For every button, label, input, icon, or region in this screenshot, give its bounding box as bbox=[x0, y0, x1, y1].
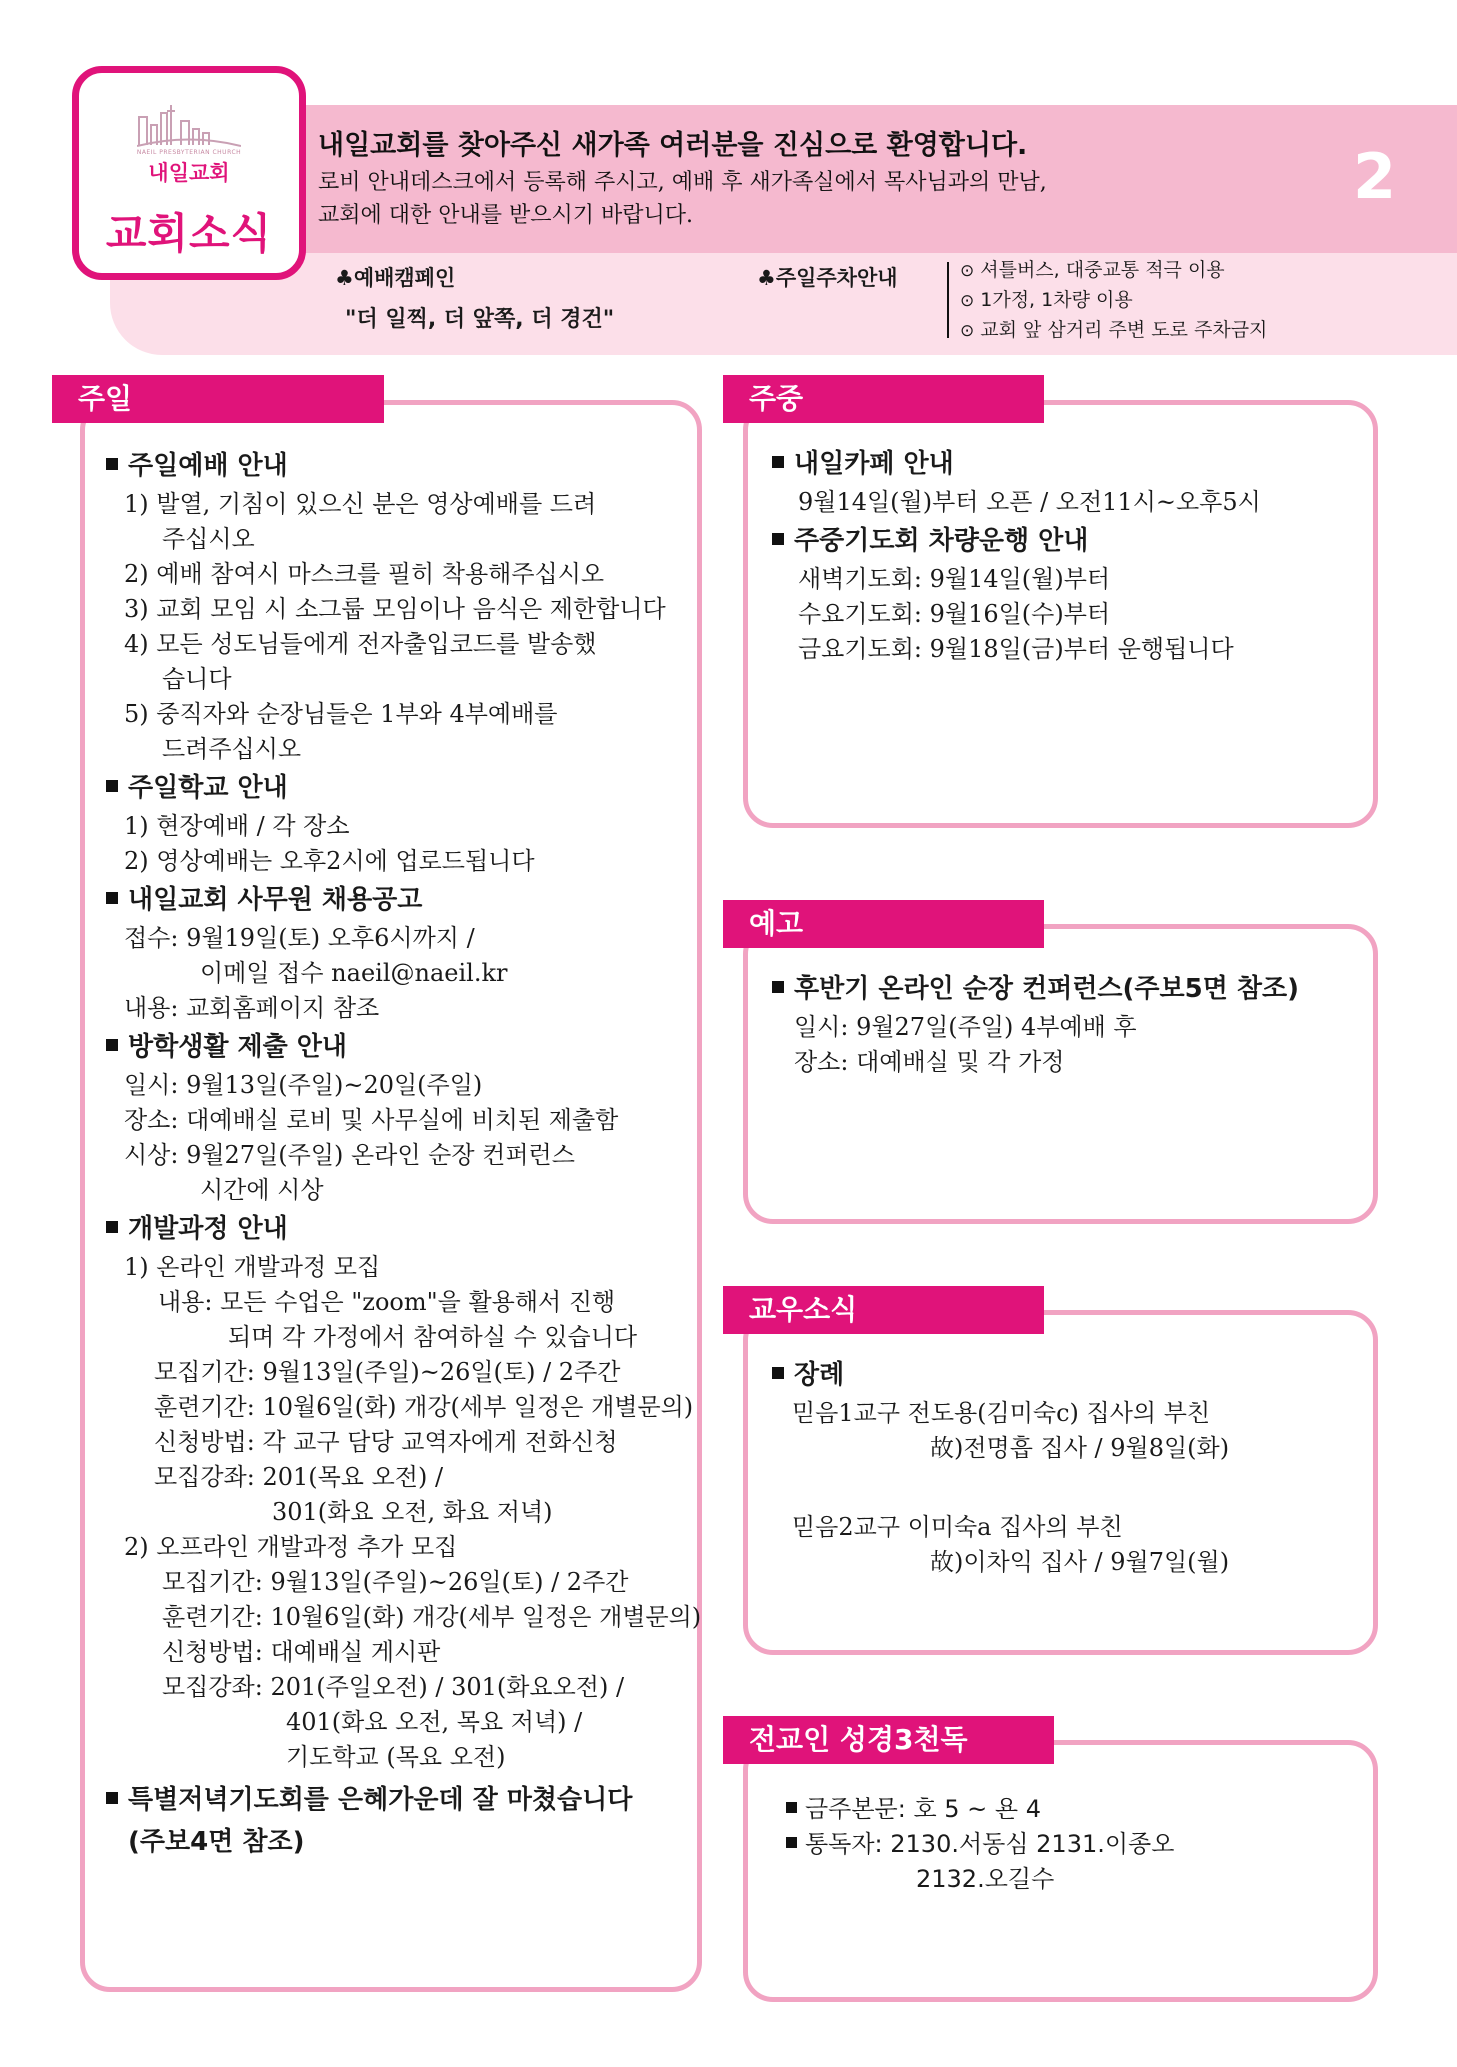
list-item: 접수: 9월19일(토) 오후6시까지 / bbox=[124, 924, 475, 952]
list-item: 4) 모든 성도님들에게 전자출입코드를 발송했 bbox=[124, 630, 597, 658]
list-item: 일시: 9월27일(주일) 4부예배 후 bbox=[794, 1013, 1137, 1041]
parking-title: ♣주일주차안내 bbox=[757, 266, 898, 290]
list-item: 3) 교회 모임 시 소그룹 모임이나 음식은 제한합니다 bbox=[124, 595, 666, 623]
list-item: 1) 발열, 기침이 있으신 분은 영상예배를 드려 bbox=[124, 490, 597, 518]
bullet-square-icon bbox=[106, 1221, 118, 1233]
bullet-square-icon bbox=[786, 1837, 797, 1848]
prayer-bus-heading: 주중기도회 차량운행 안내 bbox=[772, 520, 1261, 562]
list-item: 믿음1교구 전도용(김미숙c) 집사의 부친 bbox=[792, 1399, 1211, 1427]
bible-reading-passage: 금주본문: 호 5 ~ 욘 4 bbox=[786, 1792, 1174, 1827]
bullet-square-icon bbox=[106, 1039, 118, 1051]
list-item: 되며 각 가정에서 참여하실 수 있습니다 bbox=[228, 1323, 638, 1351]
notice-section-tab: 예고 bbox=[723, 900, 1044, 948]
list-item: 신청방법: 각 교구 담당 교역자에게 전화신청 bbox=[154, 1428, 618, 1456]
notice-content bbox=[772, 968, 1299, 1080]
list-item: 수요기도회: 9월16일(수)부터 bbox=[798, 600, 1111, 628]
sunday-school-heading: 주일학교 안내 bbox=[106, 767, 701, 809]
list-item: 5) 중직자와 순장님들은 1부와 4부예배를 bbox=[124, 700, 558, 728]
list-item: 일시: 9월13일(주일)~20일(주일) bbox=[124, 1071, 483, 1099]
parking-item: ⊙ 1가정, 1차량 이용 bbox=[960, 289, 1133, 311]
logo-english-name: NAEIL PRESBYTERIAN CHURCH bbox=[136, 149, 242, 156]
parking-item: ⊙ 셔틀버스, 대중교통 적극 이용 bbox=[960, 259, 1225, 281]
bullet-square-icon bbox=[772, 981, 784, 993]
list-item: 2) 예배 참여시 마스크를 필히 착용해주십시오 bbox=[124, 560, 605, 588]
list-item: 모집강좌: 201(목요 오전) / bbox=[154, 1463, 444, 1491]
list-item: 기도학교 (목요 오전) bbox=[286, 1743, 506, 1771]
section-title: 교회소식 bbox=[105, 209, 273, 258]
bullet-square-icon bbox=[106, 458, 118, 470]
list-item: 2) 오프라인 개발과정 추가 모집 bbox=[124, 1533, 458, 1561]
sunday-section-tab: 주일 bbox=[52, 375, 384, 423]
welcome-line-3: 교회에 대한 안내를 받으시기 바랍니다. bbox=[318, 203, 693, 228]
sunday-worship-heading: 주일예배 안내 bbox=[106, 445, 701, 487]
list-item: 이메일 접수 naeil@naeil.kr bbox=[200, 959, 508, 987]
list-item: 故)전명흡 집사 / 9월8일(화) bbox=[930, 1434, 1230, 1462]
campaign-title: ♣예배캠페인 bbox=[335, 266, 456, 290]
list-item: 1) 온라인 개발과정 모집 bbox=[124, 1253, 381, 1281]
bullet-square-icon bbox=[786, 1802, 797, 1813]
bible-readers-continued: 2132.오길수 bbox=[916, 1865, 1055, 1893]
logo-korean-name: 내일교회 bbox=[148, 161, 230, 185]
bullet-square-icon bbox=[772, 1367, 784, 1379]
list-item: 2) 영상예배는 오후2시에 업로드됩니다 bbox=[124, 847, 535, 875]
conference-heading: 후반기 온라인 순장 컨퍼런스(주보5면 참조) bbox=[772, 968, 1299, 1010]
prayer-meeting-heading: 특별저녁기도회를 은혜가운데 잘 마쳤습니다 bbox=[106, 1779, 701, 1821]
list-item: 내용: 모든 수업은 "zoom"을 활용해서 진행 bbox=[158, 1288, 616, 1316]
weekday-content bbox=[772, 443, 1261, 667]
parking-item: ⊙ 교회 앞 삼거리 주변 도로 주차금지 bbox=[960, 319, 1268, 341]
bible-content bbox=[786, 1792, 1174, 1897]
list-item: 신청방법: 대예배실 게시판 bbox=[162, 1638, 441, 1666]
list-item: 모집기간: 9월13일(주일)~26일(토) / 2주간 bbox=[154, 1358, 621, 1386]
spacer bbox=[772, 1466, 1229, 1510]
parking-divider bbox=[947, 262, 949, 338]
list-item: 시상: 9월27일(주일) 온라인 순장 컨퍼런스 bbox=[124, 1141, 575, 1169]
list-item: 장소: 대예배실 로비 및 사무실에 비치된 제출함 bbox=[124, 1106, 619, 1134]
dev-course-heading: 개발과정 안내 bbox=[106, 1208, 701, 1250]
list-item: 주십시오 bbox=[162, 525, 255, 553]
list-item: 모집기간: 9월13일(주일)~26일(토) / 2주간 bbox=[162, 1568, 629, 1596]
members-section-tab: 교우소식 bbox=[723, 1286, 1044, 1334]
list-item: 믿음2교구 이미숙a 집사의 부친 bbox=[792, 1513, 1123, 1541]
campaign-text: "더 일찍, 더 앞쪽, 더 경건" bbox=[345, 307, 615, 332]
bullet-square-icon bbox=[106, 780, 118, 792]
list-item: 금요기도회: 9월18일(금)부터 운행됩니다 bbox=[798, 635, 1234, 663]
list-item: 모집강좌: 201(주일오전) / 301(화요오전) / bbox=[162, 1673, 625, 1701]
list-item: 드려주십시오 bbox=[162, 735, 302, 763]
list-item: 습니다 bbox=[162, 665, 232, 693]
members-content bbox=[772, 1354, 1229, 1580]
cafe-heading: 내일카페 안내 bbox=[772, 443, 1261, 485]
weekday-section-tab: 주중 bbox=[723, 375, 1044, 423]
sunday-content bbox=[106, 445, 701, 1863]
prayer-meeting-reference: (주보4면 참조) bbox=[128, 1827, 305, 1857]
bible-section-tab: 전교인 성경3천독 bbox=[723, 1716, 1054, 1764]
parking-marker-icon: ⊙ bbox=[960, 291, 975, 311]
list-item: 장소: 대예배실 및 각 가정 bbox=[794, 1048, 1065, 1076]
parking-list bbox=[960, 256, 1267, 346]
welcome-line-1: 내일교회를 찾아주신 새가족 여러분을 진심으로 환영합니다. bbox=[318, 130, 1028, 161]
bullet-square-icon bbox=[106, 892, 118, 904]
list-item: 훈련기간: 10월6일(화) 개강(세부 일정은 개별문의) bbox=[154, 1393, 694, 1421]
list-item: 1) 현장예배 / 각 장소 bbox=[124, 812, 350, 840]
parking-marker-icon: ⊙ bbox=[960, 261, 975, 281]
church-skyline-icon bbox=[137, 103, 241, 147]
bullet-square-icon bbox=[772, 533, 784, 545]
list-item: 훈련기간: 10월6일(화) 개강(세부 일정은 개별문의) bbox=[162, 1603, 702, 1631]
bullet-square-icon bbox=[106, 1792, 118, 1804]
list-item: 내용: 교회홈페이지 참조 bbox=[124, 994, 380, 1022]
list-item: 새벽기도회: 9월14일(월)부터 bbox=[798, 565, 1111, 593]
bullet-square-icon bbox=[772, 456, 784, 468]
hiring-heading: 내일교회 사무원 채용공고 bbox=[106, 879, 701, 921]
list-item: 401(화요 오전, 목요 저녁) / bbox=[286, 1708, 583, 1736]
parking-marker-icon: ⊙ bbox=[960, 321, 975, 341]
church-logo-box bbox=[72, 66, 306, 280]
vacation-heading: 방학생활 제출 안내 bbox=[106, 1026, 701, 1068]
list-item: 故)이차익 집사 / 9월7일(월) bbox=[930, 1548, 1230, 1576]
page-number: 2 bbox=[1353, 140, 1397, 213]
list-item: 301(화요 오전, 화요 저녁) bbox=[272, 1498, 553, 1526]
bible-readers: 통독자: 2130.서동심 2131.이종오 bbox=[786, 1827, 1174, 1862]
funeral-heading: 장례 bbox=[772, 1354, 1229, 1396]
welcome-line-2: 로비 안내데스크에서 등록해 주시고, 예배 후 새가족실에서 목사님과의 만남, bbox=[318, 170, 1047, 195]
list-item: 9월14일(월)부터 오픈 / 오전11시~오후5시 bbox=[798, 488, 1261, 516]
list-item: 시간에 시상 bbox=[200, 1176, 324, 1204]
